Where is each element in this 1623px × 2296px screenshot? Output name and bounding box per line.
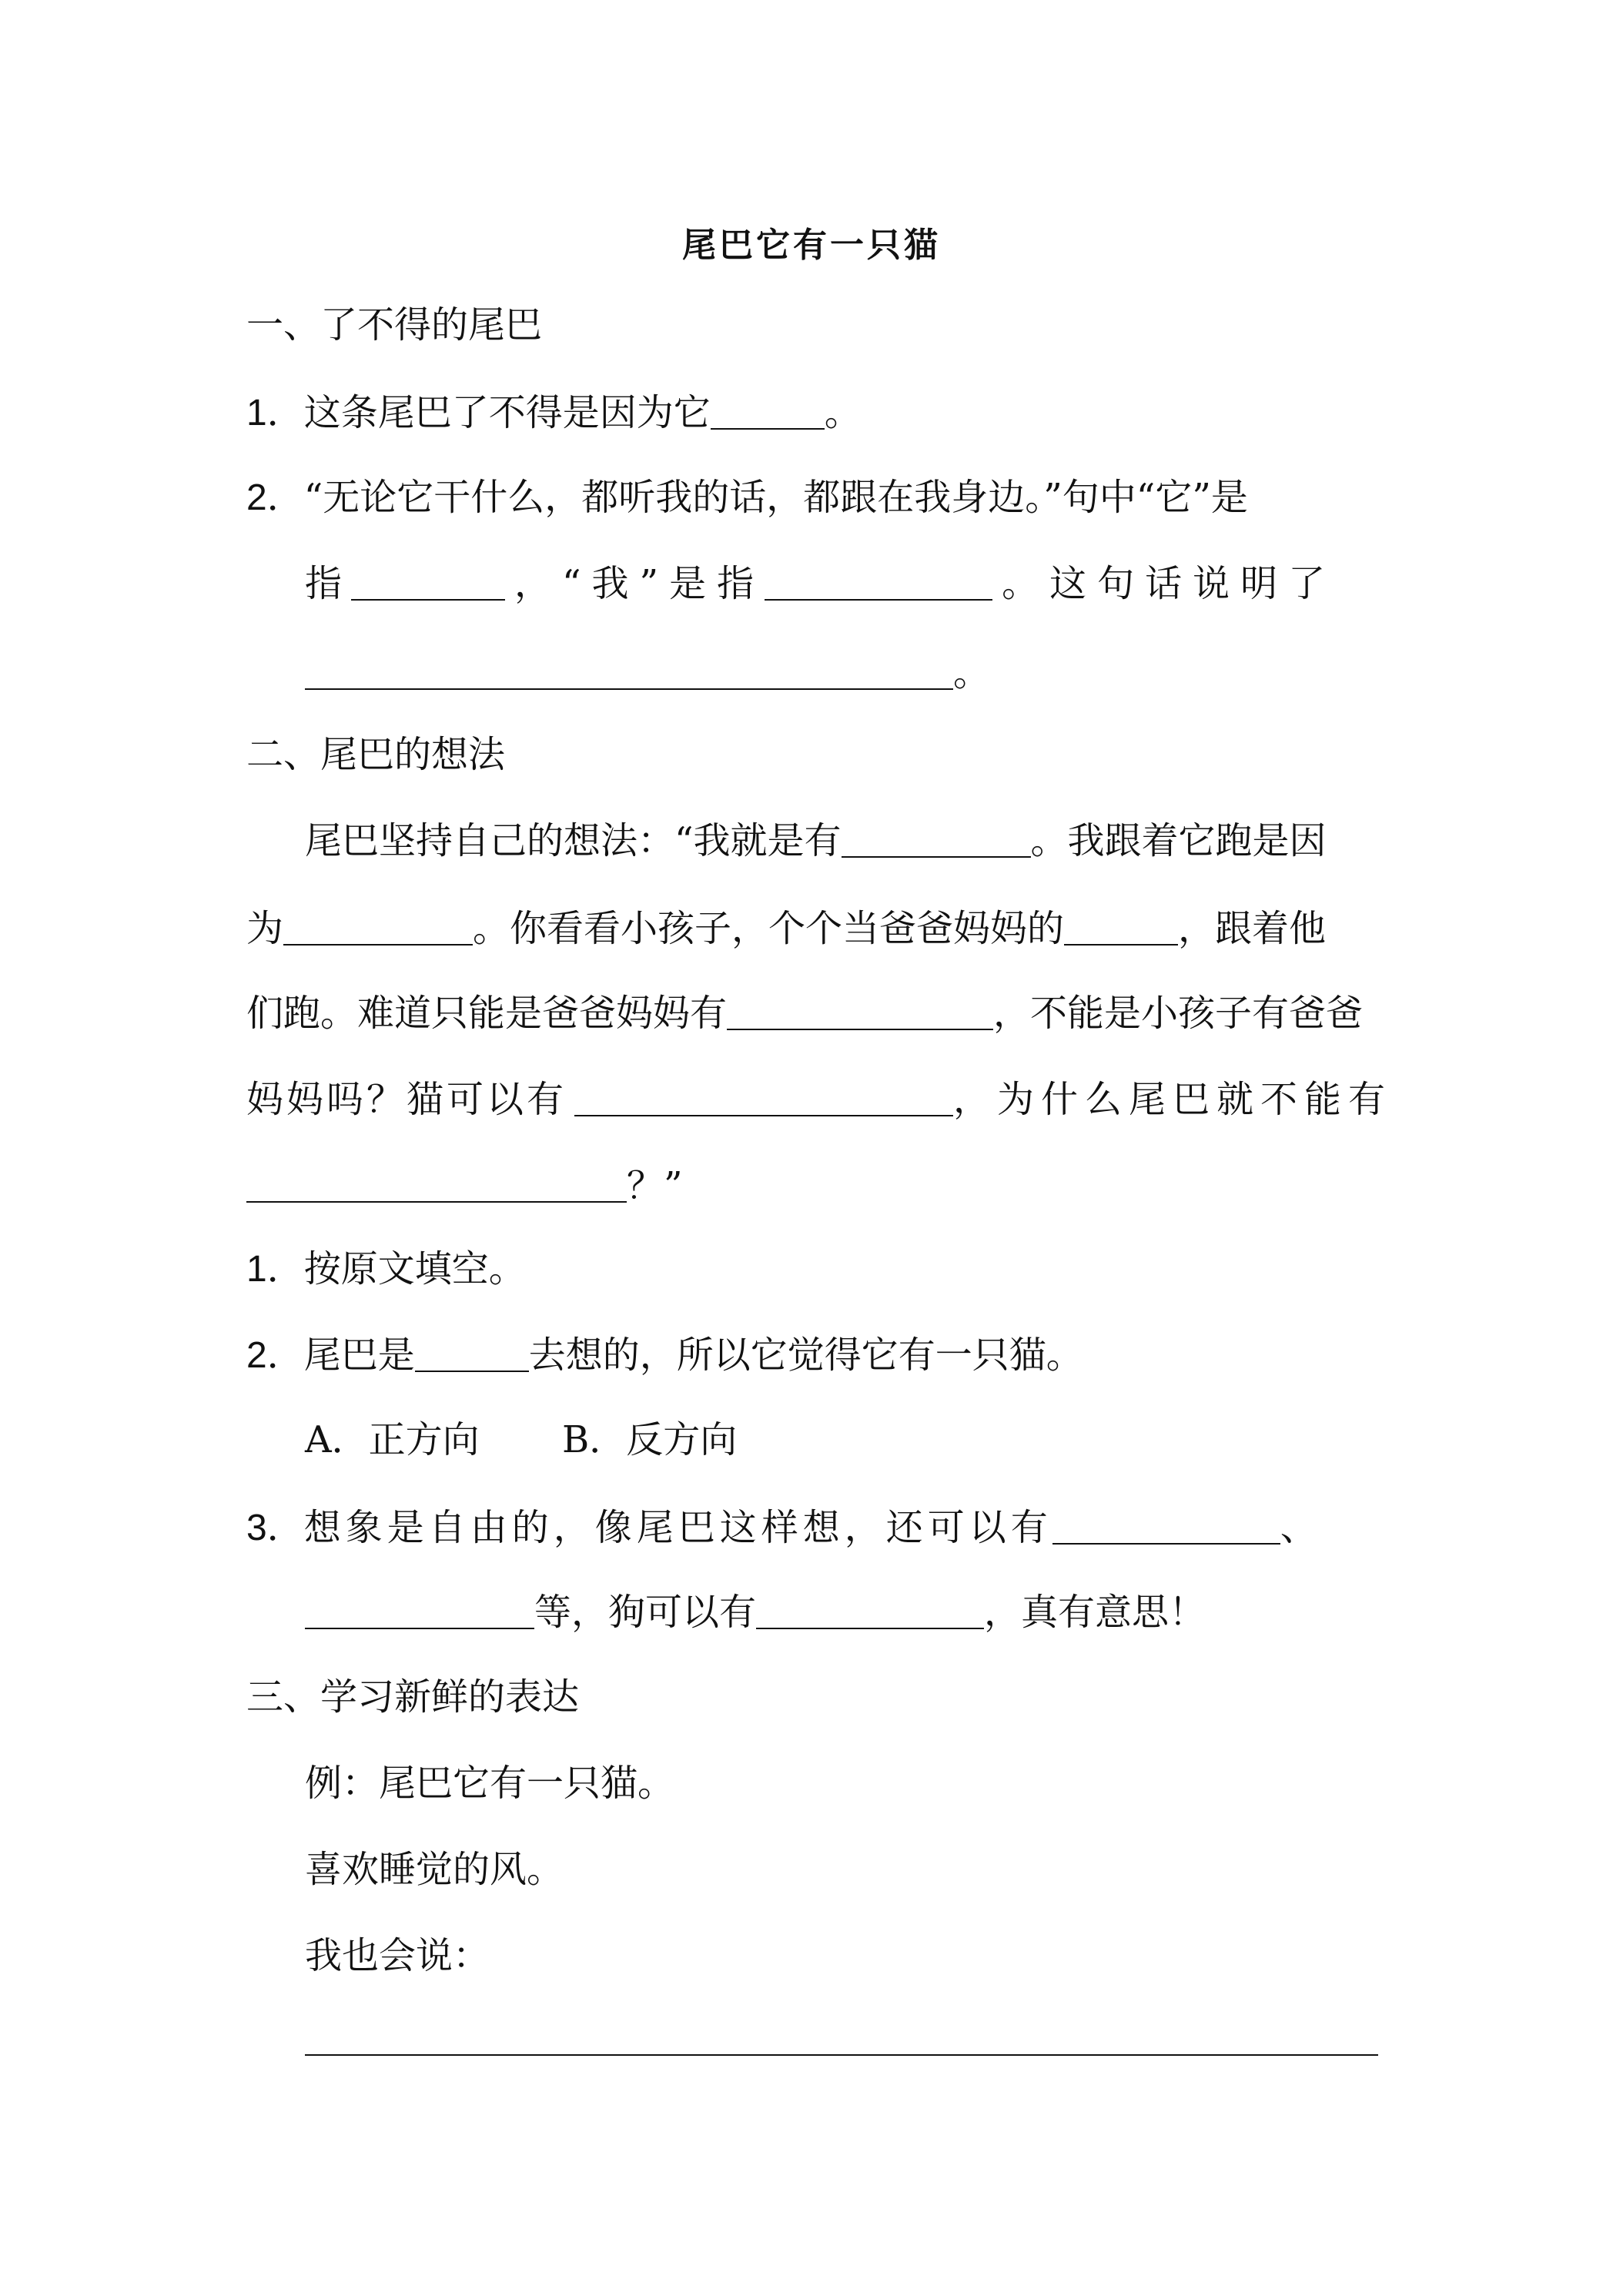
answer-blank[interactable] — [415, 1340, 529, 1372]
s1-question-1 — [246, 388, 862, 438]
passage-text: 妈妈吗？猫可以有 — [246, 1078, 567, 1121]
s1-question-2-line-3 — [305, 648, 990, 698]
question-text: ，“我”是指 — [514, 562, 765, 605]
answer-blank[interactable] — [1064, 913, 1178, 946]
section-3-heading: 三、学习新鲜的表达 — [246, 1675, 580, 1719]
question-text: 指 — [305, 562, 343, 605]
s2-question-1 — [246, 1244, 526, 1294]
question-number: 1． — [246, 1249, 304, 1290]
passage-line-1 — [305, 816, 1327, 865]
question-number: 3． — [246, 1508, 304, 1548]
section-1-heading: 一、了不得的尾巴 — [246, 303, 543, 346]
answer-blank[interactable] — [574, 1084, 953, 1116]
question-text: 。这句话说明了 — [1002, 562, 1337, 605]
question-text: 。 — [824, 391, 862, 434]
question-text: 、 — [1280, 1506, 1317, 1549]
example-sentence: 例：尾巴它有一只猫。 — [305, 1762, 675, 1805]
page-title: 尾巴它有一只猫 — [682, 226, 941, 265]
passage-line-3 — [246, 989, 1363, 1038]
s1-question-2 — [246, 473, 1248, 523]
answer-blank[interactable] — [351, 568, 505, 601]
answer-blank[interactable] — [765, 568, 992, 601]
question-text: 想象是自由的，像尾巴这样想，还可以有 — [303, 1506, 1052, 1549]
answer-writing-line[interactable] — [305, 2054, 1378, 2056]
question-text: 等，狗可以有 — [534, 1591, 757, 1634]
passage-text: ？” — [627, 1164, 683, 1207]
answer-blank[interactable] — [305, 658, 953, 690]
passage-text: 们跑。难道只能是爸爸妈妈有 — [246, 992, 728, 1035]
passage-text: ，为什么尾巴就不能有 — [953, 1078, 1393, 1121]
passage-text: 尾巴坚持自己的想法：“我就是有 — [305, 819, 842, 862]
question-text: “无论它干什么，都听我的话，都跟在我身边。”句中“它”是 — [303, 476, 1248, 519]
question-text: 尾巴是 — [303, 1334, 415, 1377]
passage-line-4 — [246, 1075, 1392, 1124]
passage-text: 为 — [246, 907, 284, 950]
passage-line-2 — [246, 904, 1326, 953]
s1-question-2-line-2 — [305, 559, 1336, 608]
answer-blank[interactable] — [711, 397, 825, 430]
answer-blank[interactable] — [727, 998, 993, 1030]
s2-question-3 — [246, 1503, 1317, 1553]
prompt-label: 我也会说： — [305, 1934, 490, 1977]
question-text: 按原文填空。 — [303, 1247, 526, 1290]
passage-text: ，不能是小孩子有爸爸 — [993, 992, 1364, 1035]
question-text: ，真有意思！ — [984, 1591, 1206, 1634]
question-number: 1． — [246, 393, 304, 433]
answer-blank[interactable] — [283, 913, 473, 946]
passage-text: ，跟着他 — [1178, 907, 1327, 950]
answer-blank[interactable] — [842, 825, 1031, 858]
answer-blank[interactable] — [246, 1170, 627, 1203]
s2-question-3-line-2 — [305, 1588, 1206, 1637]
question-number: 2． — [246, 477, 304, 518]
example-sentence-2: 喜欢睡觉的风。 — [305, 1848, 564, 1891]
answer-blank[interactable] — [1052, 1512, 1280, 1545]
question-text: 。 — [953, 651, 991, 694]
passage-text: 。你看看小孩子，个个当爸爸妈妈的 — [473, 907, 1065, 950]
option-a[interactable]: A．正方向 — [305, 1418, 480, 1461]
passage-line-5 — [246, 1161, 683, 1210]
question-text: 去想的，所以它觉得它有一只猫。 — [528, 1334, 1083, 1377]
question-number: 2． — [246, 1335, 304, 1376]
section-2-heading: 二、尾巴的想法 — [246, 733, 506, 776]
answer-blank[interactable] — [756, 1597, 984, 1629]
answer-blank[interactable] — [305, 1597, 534, 1629]
s2-question-2 — [246, 1330, 1083, 1381]
passage-text: 。我跟着它跑是因 — [1030, 819, 1327, 862]
question-text: 这条尾巴了不得是因为它 — [303, 391, 711, 434]
option-b[interactable]: B．反方向 — [562, 1418, 738, 1461]
